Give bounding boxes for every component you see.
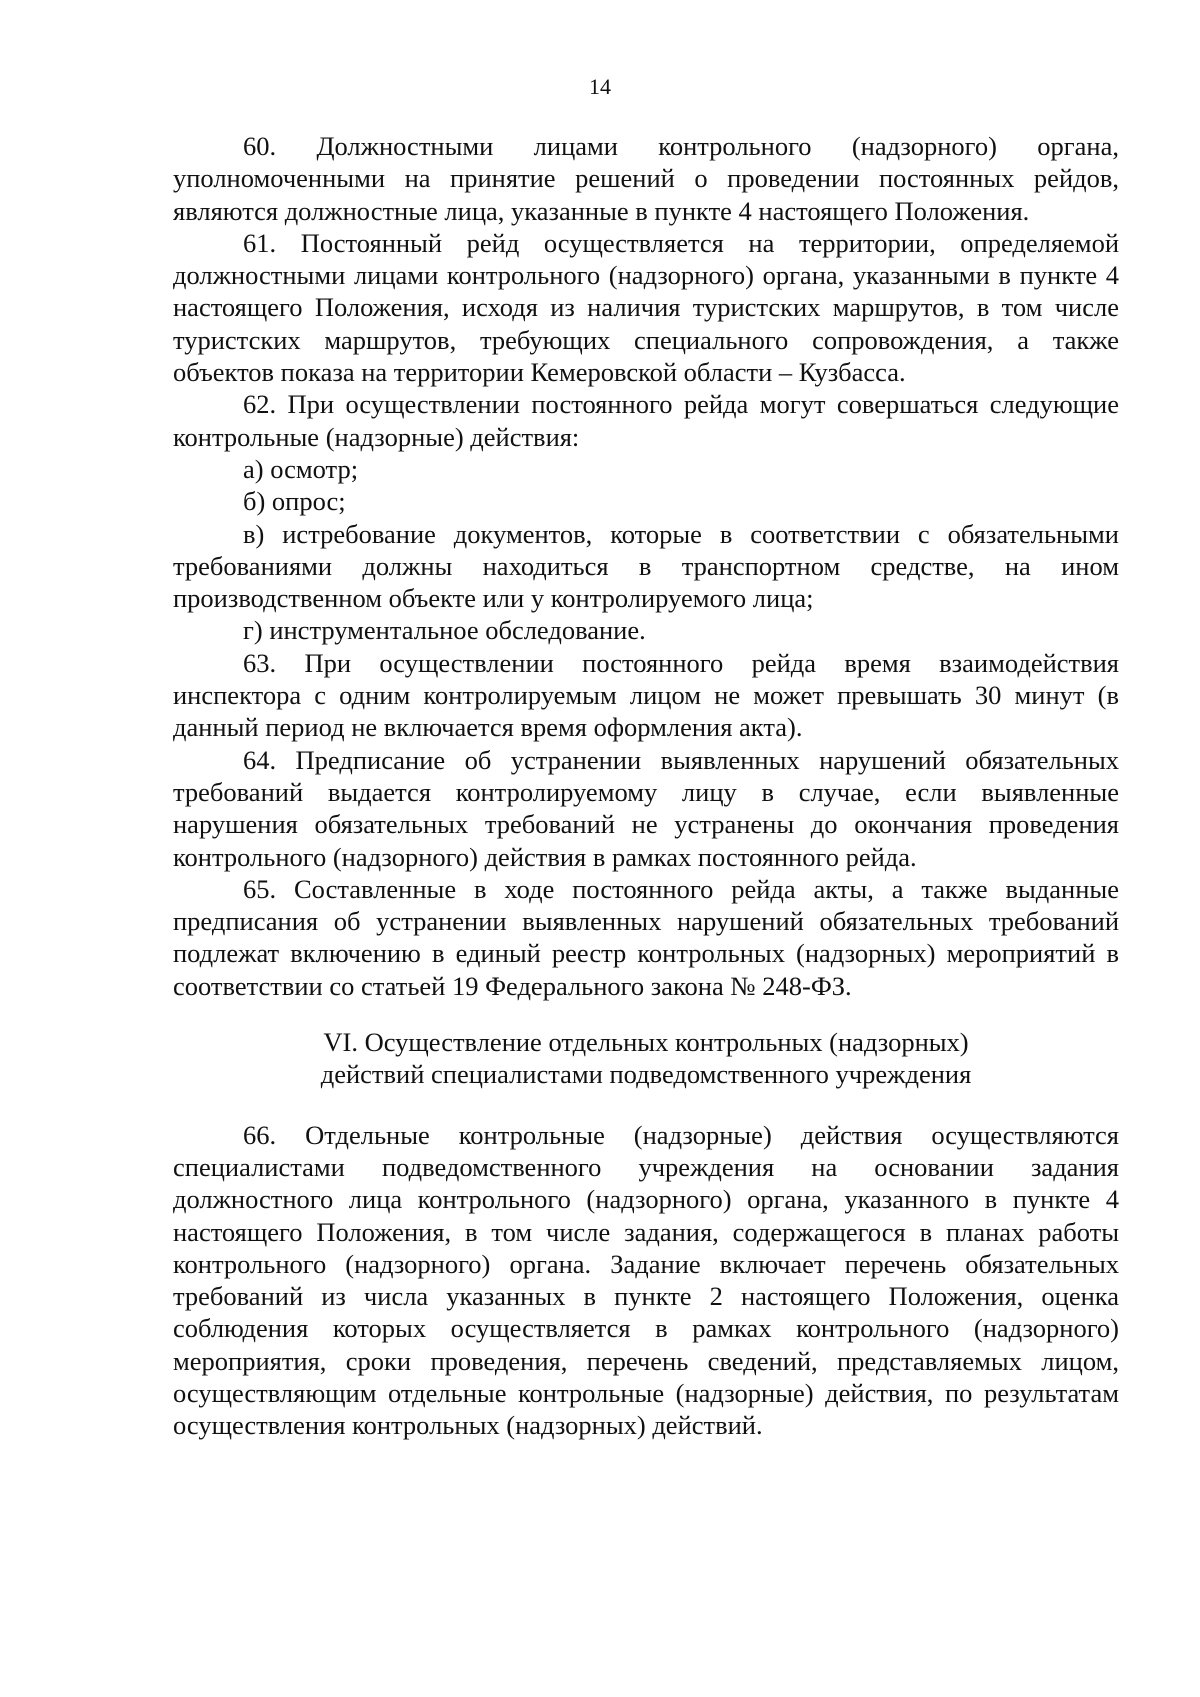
paragraph-62: 62. При осуществлении постоянного рейда могут совершаться следующие контрольные (надзорные) действия: <box>173 389 1119 452</box>
paragraph-65: 65. Составленные в ходе постоянного рейда акты, а также выданные предписания об устранении выявленных нарушений обязательных требований подлежат включению в единый реестр контрольных (надзорных) мероприятий в соответствии со статьей 19 Федерального закона № 248-ФЗ. <box>173 873 1119 1001</box>
paragraph-61: 61. Постоянный рейд осуществляется на территории, определяемой должностными лицами контрольного (надзорного) органа, указанными в пункте 4 настоящего Положения, исходя из наличия туристских маршрутов, в том числе туристских маршрутов, требующих специального сопровождения, а также объектов показа на территории Кемеровской области – Кузбасса. <box>173 227 1119 388</box>
section-heading <box>173 1026 1119 1091</box>
document-body <box>173 130 1119 1442</box>
section-heading-line-1: VI. Осуществление отдельных контрольных (надзорных) <box>323 1027 969 1058</box>
list-item-b: б) опрос; <box>243 486 346 517</box>
list-item-v: в) истребование документов, которые в соответствии с обязательными требованиями должны находиться в транспортном средстве, на ином производственном объекте или у контролируемого лица; <box>173 518 1119 614</box>
paragraph-66: 66. Отдельные контрольные (надзорные) действия осуществляются специалистами подведомственного учреждения на основании задания должностного лица контрольного (надзорного) органа, указанного в пункте 4 настоящего Положения, в том числе задания, содержащегося в планах работы контрольного (надзорного) органа. Задание включает перечень обязательных требований из числа указанных в пункте 2 настоящего Положения, оценка соблюдения которых осуществляется в рамках контрольного (надзорного) мероприятия, сроки проведения, перечень сведений, представляемых лицом, осуществляющим отдельные контрольные (надзорные) действия, по результатам осуществления контрольных (надзорных) действий. <box>173 1119 1119 1441</box>
paragraph-60: 60. Должностными лицами контрольного (надзорного) органа, уполномоченными на принятие решений о проведении постоянных рейдов, являются должностные лица, указанные в пункте 4 настоящего Положения. <box>173 131 1119 226</box>
paragraph-64: 64. Предписание об устранении выявленных нарушений обязательных требований выдается контролируемому лицу в случае, если выявленные нарушения обязательных требований не устранены до окончания проведения контрольного (надзорного) действия в рамках постоянного рейда. <box>173 744 1119 872</box>
list-item-a: а) осмотр; <box>243 453 359 484</box>
page-number: 14 <box>589 74 611 99</box>
section-heading-line-2: действий специалистами подведомственного учреждения <box>320 1059 972 1090</box>
paragraph-63: 63. При осуществлении постоянного рейда время взаимодействия инспектора с одним контролируемым лицом не может превышать 30 минут (в данный период не включается время оформления акта). <box>173 647 1119 743</box>
list-item-g: г) инструментальное обследование. <box>243 615 646 646</box>
